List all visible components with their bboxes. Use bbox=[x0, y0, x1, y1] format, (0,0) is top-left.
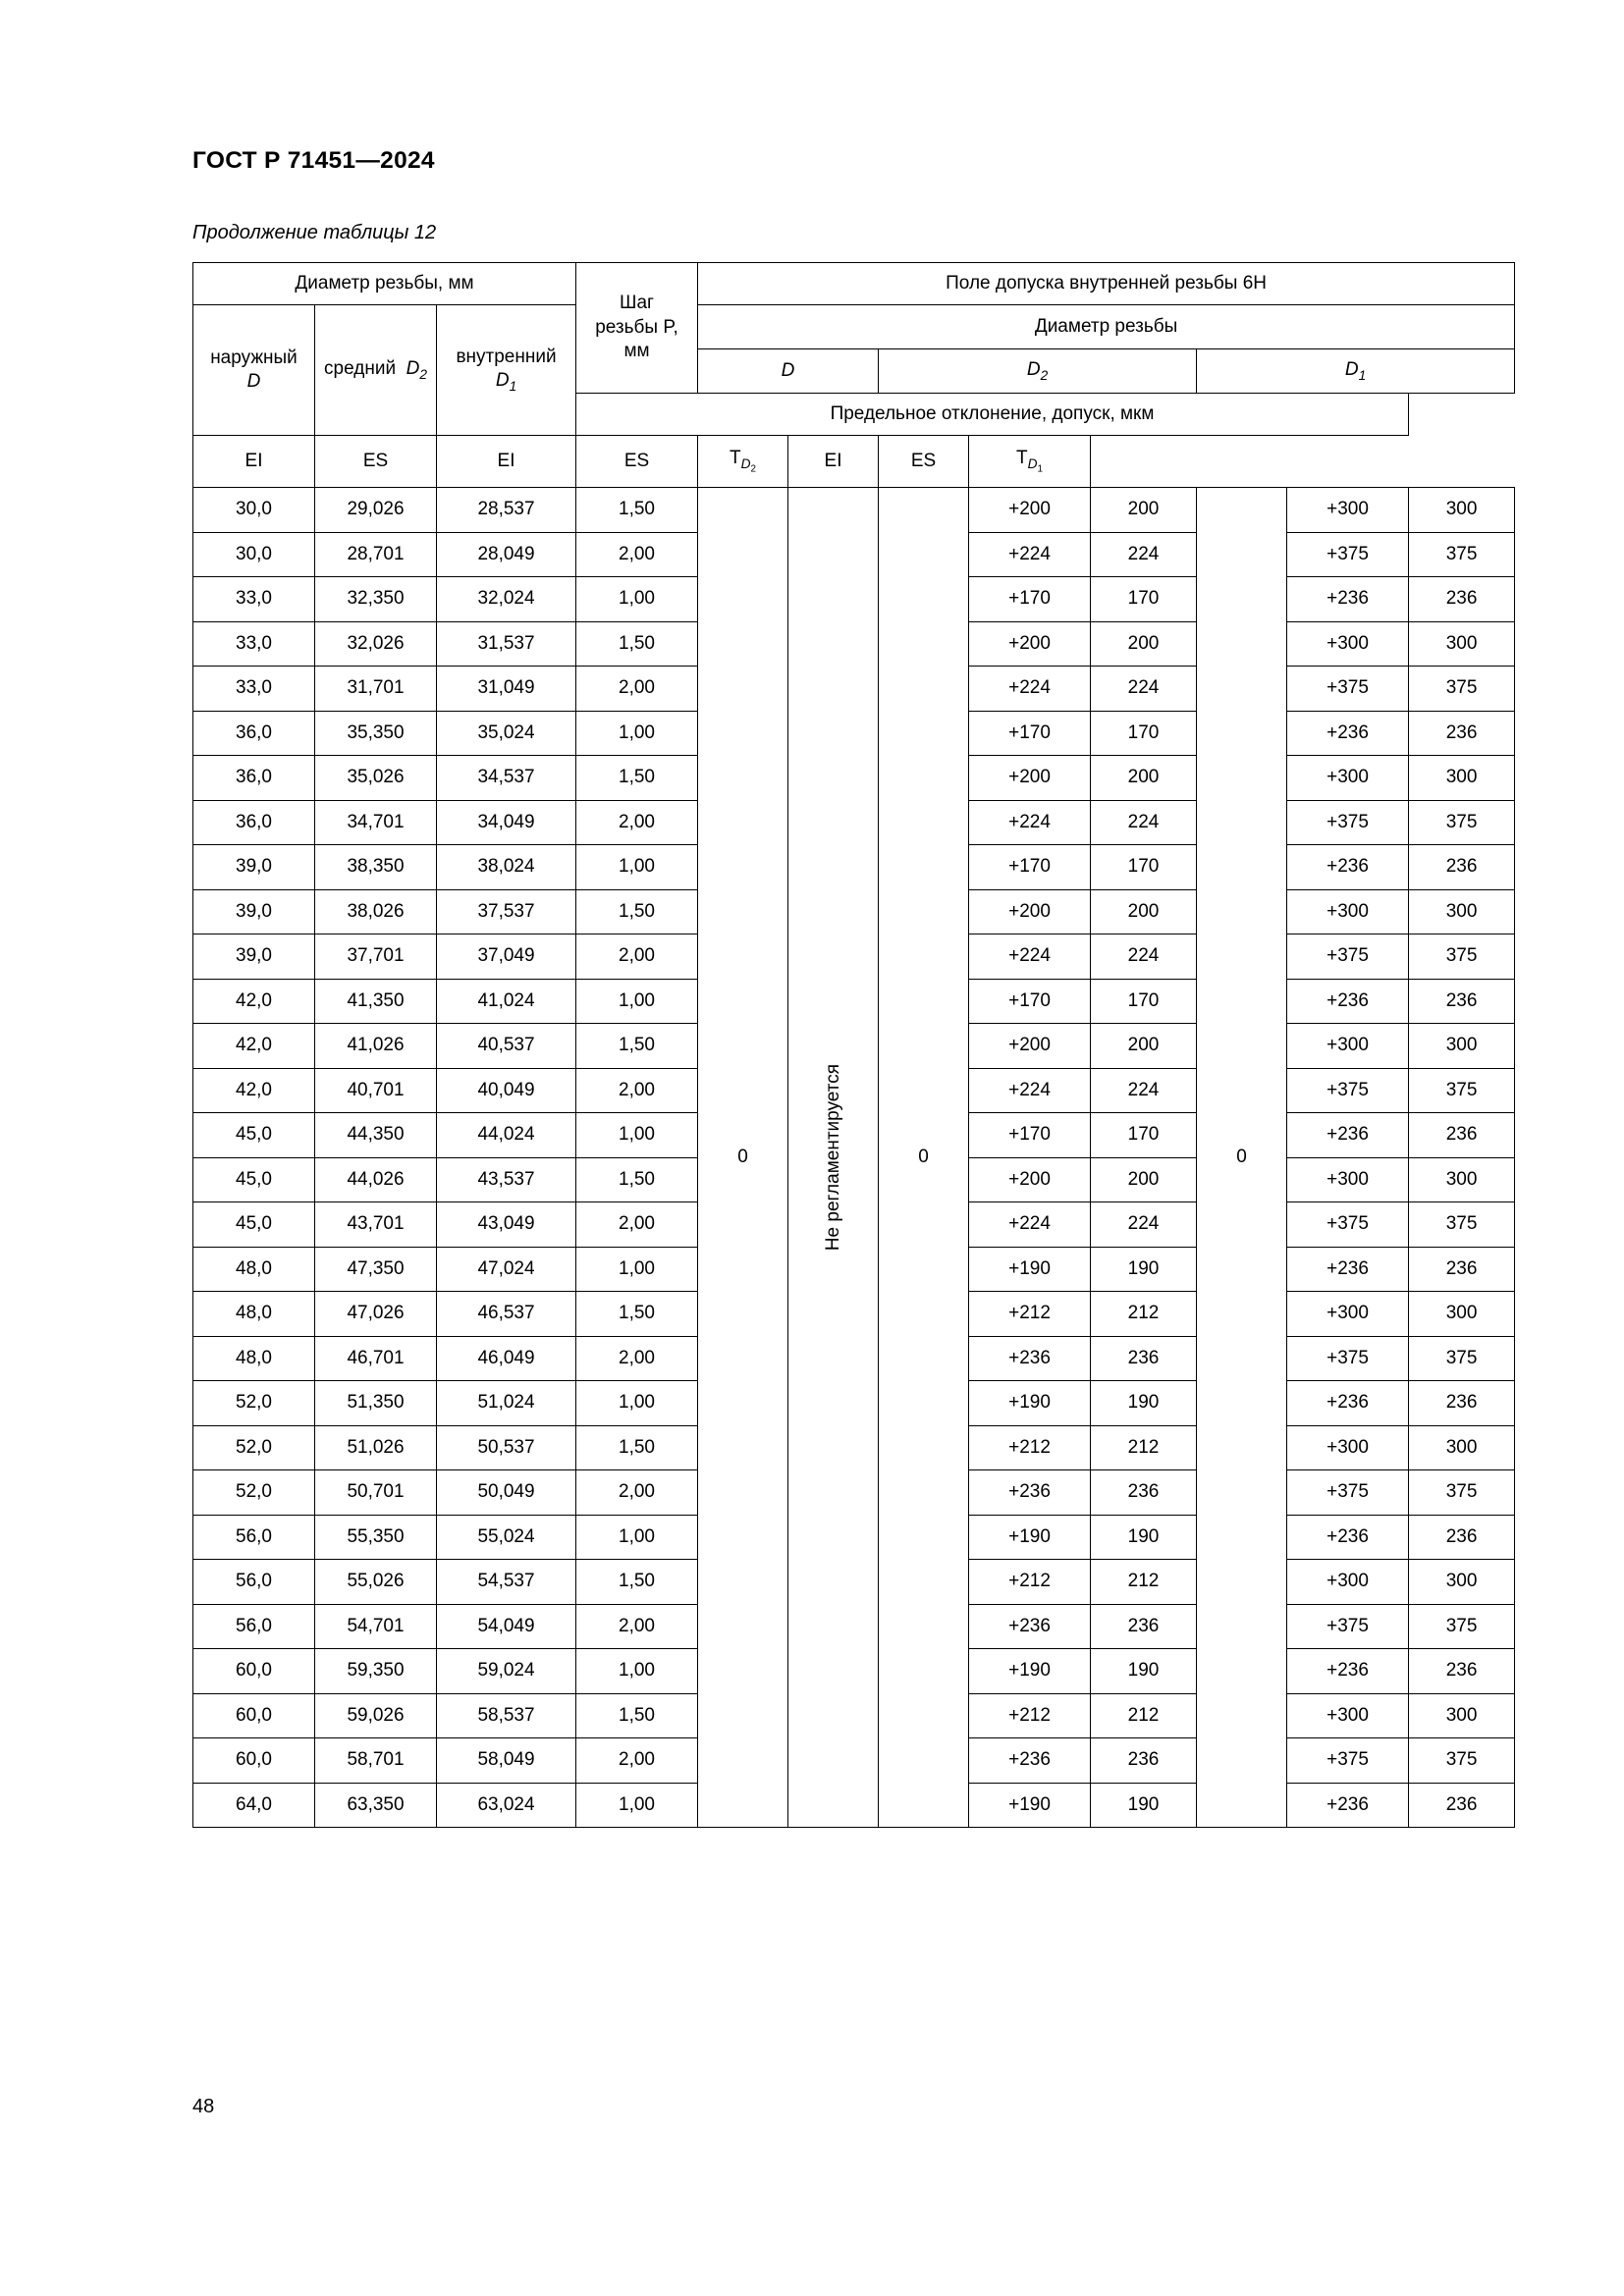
cell-pitch: 2,00 bbox=[576, 1470, 698, 1516]
header-ei-D1: EI bbox=[788, 436, 879, 488]
cell-pitch: 1,00 bbox=[576, 1247, 698, 1292]
cell-inner-diameter: 54,049 bbox=[437, 1604, 576, 1649]
cell-inner-diameter: 43,049 bbox=[437, 1202, 576, 1248]
cell-es-D2: +224 bbox=[969, 1202, 1091, 1248]
cell-outer-diameter: 42,0 bbox=[193, 1068, 315, 1113]
cell-outer-diameter: 33,0 bbox=[193, 621, 315, 667]
cell-td-D1: 236 bbox=[1409, 711, 1515, 756]
cell-outer-diameter: 39,0 bbox=[193, 845, 315, 890]
cell-es-D2: +224 bbox=[969, 532, 1091, 577]
cell-mid-diameter: 41,026 bbox=[315, 1024, 437, 1069]
cell-inner-diameter: 46,049 bbox=[437, 1336, 576, 1381]
table-body bbox=[193, 488, 1515, 1828]
cell-es-D1: +375 bbox=[1287, 667, 1409, 712]
cell-td-D1: 300 bbox=[1409, 1560, 1515, 1605]
header-es-D2: ES bbox=[576, 436, 698, 488]
cell-pitch: 1,50 bbox=[576, 1157, 698, 1202]
cell-td-D2: 224 bbox=[1091, 667, 1197, 712]
cell-td-D1: 375 bbox=[1409, 1068, 1515, 1113]
header-td-D2: $T_{D_2}$ bbox=[698, 436, 788, 488]
cell-inner-diameter: 54,537 bbox=[437, 1560, 576, 1605]
cell-outer-diameter: 52,0 bbox=[193, 1425, 315, 1470]
cell-es-D1: +236 bbox=[1287, 1515, 1409, 1560]
cell-merged-ei-D2: 0 bbox=[879, 488, 969, 1828]
cell-es-D2: +212 bbox=[969, 1292, 1091, 1337]
cell-pitch: 2,00 bbox=[576, 532, 698, 577]
cell-td-D2: 212 bbox=[1091, 1425, 1197, 1470]
cell-es-D1: +300 bbox=[1287, 756, 1409, 801]
header-es-D: ES bbox=[315, 436, 437, 488]
header-col-inner: внутренний $D_1$ bbox=[437, 305, 576, 436]
cell-td-D1: 300 bbox=[1409, 488, 1515, 533]
cell-outer-diameter: 48,0 bbox=[193, 1336, 315, 1381]
cell-es-D2: +200 bbox=[969, 488, 1091, 533]
cell-td-D1: 375 bbox=[1409, 934, 1515, 980]
cell-es-D1: +236 bbox=[1287, 1381, 1409, 1426]
header-ei-D: EI bbox=[193, 436, 315, 488]
cell-inner-diameter: 35,024 bbox=[437, 711, 576, 756]
header-col-D: D bbox=[698, 349, 879, 394]
cell-pitch: 1,50 bbox=[576, 889, 698, 934]
cell-outer-diameter: 56,0 bbox=[193, 1560, 315, 1605]
cell-td-D2: 224 bbox=[1091, 1202, 1197, 1248]
cell-mid-diameter: 35,026 bbox=[315, 756, 437, 801]
cell-mid-diameter: 51,026 bbox=[315, 1425, 437, 1470]
cell-td-D2: 200 bbox=[1091, 621, 1197, 667]
cell-pitch: 1,50 bbox=[576, 1560, 698, 1605]
cell-mid-diameter: 38,350 bbox=[315, 845, 437, 890]
cell-inner-diameter: 31,537 bbox=[437, 621, 576, 667]
cell-es-D1: +236 bbox=[1287, 1649, 1409, 1694]
cell-outer-diameter: 33,0 bbox=[193, 577, 315, 622]
cell-inner-diameter: 58,049 bbox=[437, 1738, 576, 1784]
cell-td-D1: 375 bbox=[1409, 1470, 1515, 1516]
cell-pitch: 2,00 bbox=[576, 1604, 698, 1649]
cell-es-D2: +200 bbox=[969, 756, 1091, 801]
standard-designation: ГОСТ Р 71451—2024 bbox=[192, 147, 435, 174]
cell-es-D2: +190 bbox=[969, 1247, 1091, 1292]
cell-es-D1: +236 bbox=[1287, 845, 1409, 890]
cell-pitch: 1,50 bbox=[576, 488, 698, 533]
cell-mid-diameter: 51,350 bbox=[315, 1381, 437, 1426]
cell-td-D1: 300 bbox=[1409, 1024, 1515, 1069]
cell-es-D2: +236 bbox=[969, 1470, 1091, 1516]
header-col-mid: средний $D_2$ bbox=[315, 305, 437, 436]
cell-outer-diameter: 45,0 bbox=[193, 1157, 315, 1202]
cell-td-D2: 200 bbox=[1091, 756, 1197, 801]
cell-inner-diameter: 40,049 bbox=[437, 1068, 576, 1113]
cell-td-D2: 224 bbox=[1091, 934, 1197, 980]
cell-td-D1: 236 bbox=[1409, 1783, 1515, 1828]
cell-inner-diameter: 46,537 bbox=[437, 1292, 576, 1337]
cell-inner-diameter: 59,024 bbox=[437, 1649, 576, 1694]
cell-es-D1: +375 bbox=[1287, 1336, 1409, 1381]
cell-td-D1: 375 bbox=[1409, 800, 1515, 845]
cell-pitch: 2,00 bbox=[576, 1336, 698, 1381]
cell-es-D2: +224 bbox=[969, 800, 1091, 845]
cell-pitch: 1,00 bbox=[576, 845, 698, 890]
cell-es-D1: +375 bbox=[1287, 1738, 1409, 1784]
cell-es-D2: +212 bbox=[969, 1693, 1091, 1738]
cell-inner-diameter: 51,024 bbox=[437, 1381, 576, 1426]
cell-inner-diameter: 34,537 bbox=[437, 756, 576, 801]
cell-td-D2: 190 bbox=[1091, 1247, 1197, 1292]
header-group-diameter: Диаметр резьбы, мм bbox=[193, 263, 576, 305]
cell-pitch: 2,00 bbox=[576, 1202, 698, 1248]
cell-td-D2: 170 bbox=[1091, 1113, 1197, 1158]
cell-inner-diameter: 63,024 bbox=[437, 1783, 576, 1828]
cell-es-D1: +236 bbox=[1287, 1113, 1409, 1158]
cell-es-D2: +224 bbox=[969, 1068, 1091, 1113]
cell-pitch: 2,00 bbox=[576, 800, 698, 845]
cell-mid-diameter: 38,026 bbox=[315, 889, 437, 934]
cell-inner-diameter: 31,049 bbox=[437, 667, 576, 712]
cell-td-D1: 300 bbox=[1409, 756, 1515, 801]
cell-es-D2: +212 bbox=[969, 1560, 1091, 1605]
cell-td-D1: 375 bbox=[1409, 1336, 1515, 1381]
cell-pitch: 1,50 bbox=[576, 756, 698, 801]
cell-es-D2: +170 bbox=[969, 979, 1091, 1024]
cell-outer-diameter: 36,0 bbox=[193, 756, 315, 801]
cell-td-D2: 190 bbox=[1091, 1649, 1197, 1694]
cell-es-D1: +375 bbox=[1287, 532, 1409, 577]
cell-es-D1: +300 bbox=[1287, 889, 1409, 934]
cell-es-D1: +300 bbox=[1287, 1560, 1409, 1605]
cell-inner-diameter: 50,049 bbox=[437, 1470, 576, 1516]
cell-es-D1: +236 bbox=[1287, 1247, 1409, 1292]
cell-td-D1: 236 bbox=[1409, 1113, 1515, 1158]
cell-outer-diameter: 39,0 bbox=[193, 934, 315, 980]
cell-td-D2: 236 bbox=[1091, 1336, 1197, 1381]
cell-merged-ei-D: 0 bbox=[698, 488, 788, 1828]
cell-outer-diameter: 39,0 bbox=[193, 889, 315, 934]
cell-es-D1: +236 bbox=[1287, 1783, 1409, 1828]
cell-es-D1: +300 bbox=[1287, 1425, 1409, 1470]
cell-inner-diameter: 34,049 bbox=[437, 800, 576, 845]
cell-es-D2: +212 bbox=[969, 1425, 1091, 1470]
cell-mid-diameter: 47,026 bbox=[315, 1292, 437, 1337]
cell-td-D1: 236 bbox=[1409, 1649, 1515, 1694]
cell-td-D2: 190 bbox=[1091, 1783, 1197, 1828]
cell-outer-diameter: 48,0 bbox=[193, 1292, 315, 1337]
table-row bbox=[193, 488, 1515, 533]
cell-es-D1: +375 bbox=[1287, 1604, 1409, 1649]
cell-es-D1: +236 bbox=[1287, 577, 1409, 622]
cell-mid-diameter: 43,701 bbox=[315, 1202, 437, 1248]
cell-es-D1: +236 bbox=[1287, 979, 1409, 1024]
cell-outer-diameter: 30,0 bbox=[193, 488, 315, 533]
cell-pitch: 1,50 bbox=[576, 1693, 698, 1738]
cell-pitch: 1,00 bbox=[576, 1515, 698, 1560]
cell-es-D2: +224 bbox=[969, 667, 1091, 712]
cell-mid-diameter: 31,701 bbox=[315, 667, 437, 712]
cell-inner-diameter: 28,537 bbox=[437, 488, 576, 533]
cell-outer-diameter: 52,0 bbox=[193, 1470, 315, 1516]
cell-inner-diameter: 50,537 bbox=[437, 1425, 576, 1470]
cell-td-D2: 200 bbox=[1091, 889, 1197, 934]
header-pitch: Шаг резьбы P, мм bbox=[576, 263, 698, 394]
cell-es-D2: +224 bbox=[969, 934, 1091, 980]
cell-mid-diameter: 44,350 bbox=[315, 1113, 437, 1158]
cell-inner-diameter: 28,049 bbox=[437, 532, 576, 577]
cell-td-D2: 224 bbox=[1091, 800, 1197, 845]
cell-mid-diameter: 50,701 bbox=[315, 1470, 437, 1516]
cell-td-D1: 300 bbox=[1409, 889, 1515, 934]
cell-mid-diameter: 55,350 bbox=[315, 1515, 437, 1560]
cell-pitch: 1,00 bbox=[576, 577, 698, 622]
cell-td-D1: 300 bbox=[1409, 1693, 1515, 1738]
cell-pitch: 1,50 bbox=[576, 1024, 698, 1069]
cell-td-D1: 300 bbox=[1409, 1292, 1515, 1337]
cell-inner-diameter: 40,537 bbox=[437, 1024, 576, 1069]
cell-td-D2: 190 bbox=[1091, 1381, 1197, 1426]
cell-td-D2: 236 bbox=[1091, 1604, 1197, 1649]
thread-tolerance-table bbox=[192, 262, 1515, 1828]
cell-td-D2: 170 bbox=[1091, 711, 1197, 756]
cell-inner-diameter: 58,537 bbox=[437, 1693, 576, 1738]
cell-es-D1: +300 bbox=[1287, 1157, 1409, 1202]
cell-td-D1: 375 bbox=[1409, 1738, 1515, 1784]
header-col-D2: $D_2$ bbox=[879, 349, 1197, 394]
cell-td-D1: 300 bbox=[1409, 1425, 1515, 1470]
cell-outer-diameter: 30,0 bbox=[193, 532, 315, 577]
cell-pitch: 1,00 bbox=[576, 711, 698, 756]
cell-pitch: 1,00 bbox=[576, 1113, 698, 1158]
cell-inner-diameter: 37,537 bbox=[437, 889, 576, 934]
cell-pitch: 1,50 bbox=[576, 1292, 698, 1337]
cell-td-D2: 236 bbox=[1091, 1738, 1197, 1784]
header-ei-D2: EI bbox=[437, 436, 576, 488]
cell-td-D2: 200 bbox=[1091, 1024, 1197, 1069]
cell-pitch: 2,00 bbox=[576, 667, 698, 712]
cell-td-D1: 375 bbox=[1409, 1604, 1515, 1649]
cell-inner-diameter: 44,024 bbox=[437, 1113, 576, 1158]
cell-mid-diameter: 59,026 bbox=[315, 1693, 437, 1738]
cell-outer-diameter: 56,0 bbox=[193, 1604, 315, 1649]
header-sub-diameter: Диаметр резьбы bbox=[698, 305, 1515, 349]
cell-es-D1: +300 bbox=[1287, 1024, 1409, 1069]
table-caption: Продолжение таблицы 12 bbox=[192, 222, 437, 243]
cell-td-D2: 200 bbox=[1091, 488, 1197, 533]
cell-mid-diameter: 63,350 bbox=[315, 1783, 437, 1828]
header-td-D1: $T_{D_1}$ bbox=[969, 436, 1091, 488]
cell-outer-diameter: 45,0 bbox=[193, 1113, 315, 1158]
cell-td-D2: 212 bbox=[1091, 1693, 1197, 1738]
cell-td-D1: 236 bbox=[1409, 979, 1515, 1024]
cell-es-D2: +170 bbox=[969, 845, 1091, 890]
cell-mid-diameter: 40,701 bbox=[315, 1068, 437, 1113]
cell-outer-diameter: 48,0 bbox=[193, 1247, 315, 1292]
cell-es-D2: +236 bbox=[969, 1336, 1091, 1381]
cell-es-D2: +190 bbox=[969, 1649, 1091, 1694]
cell-pitch: 1,00 bbox=[576, 1649, 698, 1694]
cell-outer-diameter: 33,0 bbox=[193, 667, 315, 712]
cell-pitch: 1,50 bbox=[576, 1425, 698, 1470]
cell-outer-diameter: 56,0 bbox=[193, 1515, 315, 1560]
cell-es-D1: +300 bbox=[1287, 621, 1409, 667]
cell-td-D1: 300 bbox=[1409, 1157, 1515, 1202]
cell-td-D1: 236 bbox=[1409, 1381, 1515, 1426]
cell-mid-diameter: 59,350 bbox=[315, 1649, 437, 1694]
header-group-tolerance: Поле допуска внутренней резьбы 6H bbox=[698, 263, 1515, 305]
cell-es-D1: +375 bbox=[1287, 1202, 1409, 1248]
cell-mid-diameter: 41,350 bbox=[315, 979, 437, 1024]
cell-es-D2: +200 bbox=[969, 1157, 1091, 1202]
cell-td-D2: 190 bbox=[1091, 1515, 1197, 1560]
header-col-D1: $D_1$ bbox=[1197, 349, 1515, 394]
cell-outer-diameter: 60,0 bbox=[193, 1738, 315, 1784]
cell-mid-diameter: 46,701 bbox=[315, 1336, 437, 1381]
cell-mid-diameter: 32,026 bbox=[315, 621, 437, 667]
cell-es-D2: +170 bbox=[969, 577, 1091, 622]
cell-outer-diameter: 64,0 bbox=[193, 1783, 315, 1828]
cell-td-D2: 200 bbox=[1091, 1157, 1197, 1202]
cell-es-D1: +236 bbox=[1287, 711, 1409, 756]
cell-outer-diameter: 52,0 bbox=[193, 1381, 315, 1426]
cell-mid-diameter: 54,701 bbox=[315, 1604, 437, 1649]
cell-td-D2: 224 bbox=[1091, 1068, 1197, 1113]
cell-pitch: 2,00 bbox=[576, 1068, 698, 1113]
cell-td-D2: 170 bbox=[1091, 979, 1197, 1024]
cell-mid-diameter: 44,026 bbox=[315, 1157, 437, 1202]
cell-td-D1: 375 bbox=[1409, 532, 1515, 577]
cell-td-D2: 224 bbox=[1091, 532, 1197, 577]
cell-es-D1: +375 bbox=[1287, 1068, 1409, 1113]
cell-outer-diameter: 36,0 bbox=[193, 800, 315, 845]
cell-td-D2: 170 bbox=[1091, 577, 1197, 622]
cell-inner-diameter: 37,049 bbox=[437, 934, 576, 980]
cell-td-D1: 300 bbox=[1409, 621, 1515, 667]
cell-inner-diameter: 41,024 bbox=[437, 979, 576, 1024]
cell-mid-diameter: 47,350 bbox=[315, 1247, 437, 1292]
cell-es-D2: +190 bbox=[969, 1515, 1091, 1560]
cell-mid-diameter: 34,701 bbox=[315, 800, 437, 845]
cell-outer-diameter: 42,0 bbox=[193, 1024, 315, 1069]
cell-pitch: 1,50 bbox=[576, 621, 698, 667]
cell-mid-diameter: 28,701 bbox=[315, 532, 437, 577]
cell-inner-diameter: 47,024 bbox=[437, 1247, 576, 1292]
cell-mid-diameter: 32,350 bbox=[315, 577, 437, 622]
cell-mid-diameter: 37,701 bbox=[315, 934, 437, 980]
cell-es-D2: +200 bbox=[969, 1024, 1091, 1069]
cell-es-D1: +375 bbox=[1287, 800, 1409, 845]
cell-es-D2: +190 bbox=[969, 1783, 1091, 1828]
cell-td-D1: 236 bbox=[1409, 1515, 1515, 1560]
cell-inner-diameter: 55,024 bbox=[437, 1515, 576, 1560]
cell-es-D1: +300 bbox=[1287, 488, 1409, 533]
cell-td-D1: 375 bbox=[1409, 1202, 1515, 1248]
table-head bbox=[193, 263, 1515, 488]
cell-es-D1: +300 bbox=[1287, 1693, 1409, 1738]
cell-inner-diameter: 32,024 bbox=[437, 577, 576, 622]
cell-es-D2: +190 bbox=[969, 1381, 1091, 1426]
header-col-outer: наружный D bbox=[193, 305, 315, 436]
cell-td-D2: 170 bbox=[1091, 845, 1197, 890]
page-number: 48 bbox=[192, 2096, 215, 2117]
header-es-D1: ES bbox=[879, 436, 969, 488]
cell-pitch: 2,00 bbox=[576, 1738, 698, 1784]
cell-pitch: 1,00 bbox=[576, 1783, 698, 1828]
cell-td-D2: 212 bbox=[1091, 1560, 1197, 1605]
cell-es-D2: +170 bbox=[969, 711, 1091, 756]
cell-merged-es-D: Не регламентируется bbox=[788, 488, 879, 1828]
cell-outer-diameter: 45,0 bbox=[193, 1202, 315, 1248]
cell-es-D2: +200 bbox=[969, 889, 1091, 934]
cell-es-D1: +300 bbox=[1287, 1292, 1409, 1337]
cell-outer-diameter: 60,0 bbox=[193, 1693, 315, 1738]
header-sub-deviation: Предельное отклонение, допуск, мкм bbox=[576, 394, 1409, 436]
cell-mid-diameter: 29,026 bbox=[315, 488, 437, 533]
cell-merged-ei-D1: 0 bbox=[1197, 488, 1287, 1828]
cell-td-D1: 236 bbox=[1409, 845, 1515, 890]
cell-td-D1: 236 bbox=[1409, 577, 1515, 622]
cell-pitch: 2,00 bbox=[576, 934, 698, 980]
cell-outer-diameter: 42,0 bbox=[193, 979, 315, 1024]
cell-es-D2: +170 bbox=[969, 1113, 1091, 1158]
cell-td-D2: 212 bbox=[1091, 1292, 1197, 1337]
cell-td-D1: 375 bbox=[1409, 667, 1515, 712]
cell-mid-diameter: 35,350 bbox=[315, 711, 437, 756]
cell-es-D2: +236 bbox=[969, 1738, 1091, 1784]
cell-es-D1: +375 bbox=[1287, 934, 1409, 980]
cell-es-D2: +200 bbox=[969, 621, 1091, 667]
cell-outer-diameter: 60,0 bbox=[193, 1649, 315, 1694]
cell-td-D2: 236 bbox=[1091, 1470, 1197, 1516]
cell-td-D1: 236 bbox=[1409, 1247, 1515, 1292]
cell-outer-diameter: 36,0 bbox=[193, 711, 315, 756]
cell-pitch: 1,00 bbox=[576, 1381, 698, 1426]
cell-mid-diameter: 55,026 bbox=[315, 1560, 437, 1605]
cell-pitch: 1,00 bbox=[576, 979, 698, 1024]
cell-es-D1: +375 bbox=[1287, 1470, 1409, 1516]
cell-es-D2: +236 bbox=[969, 1604, 1091, 1649]
cell-inner-diameter: 43,537 bbox=[437, 1157, 576, 1202]
cell-mid-diameter: 58,701 bbox=[315, 1738, 437, 1784]
cell-inner-diameter: 38,024 bbox=[437, 845, 576, 890]
